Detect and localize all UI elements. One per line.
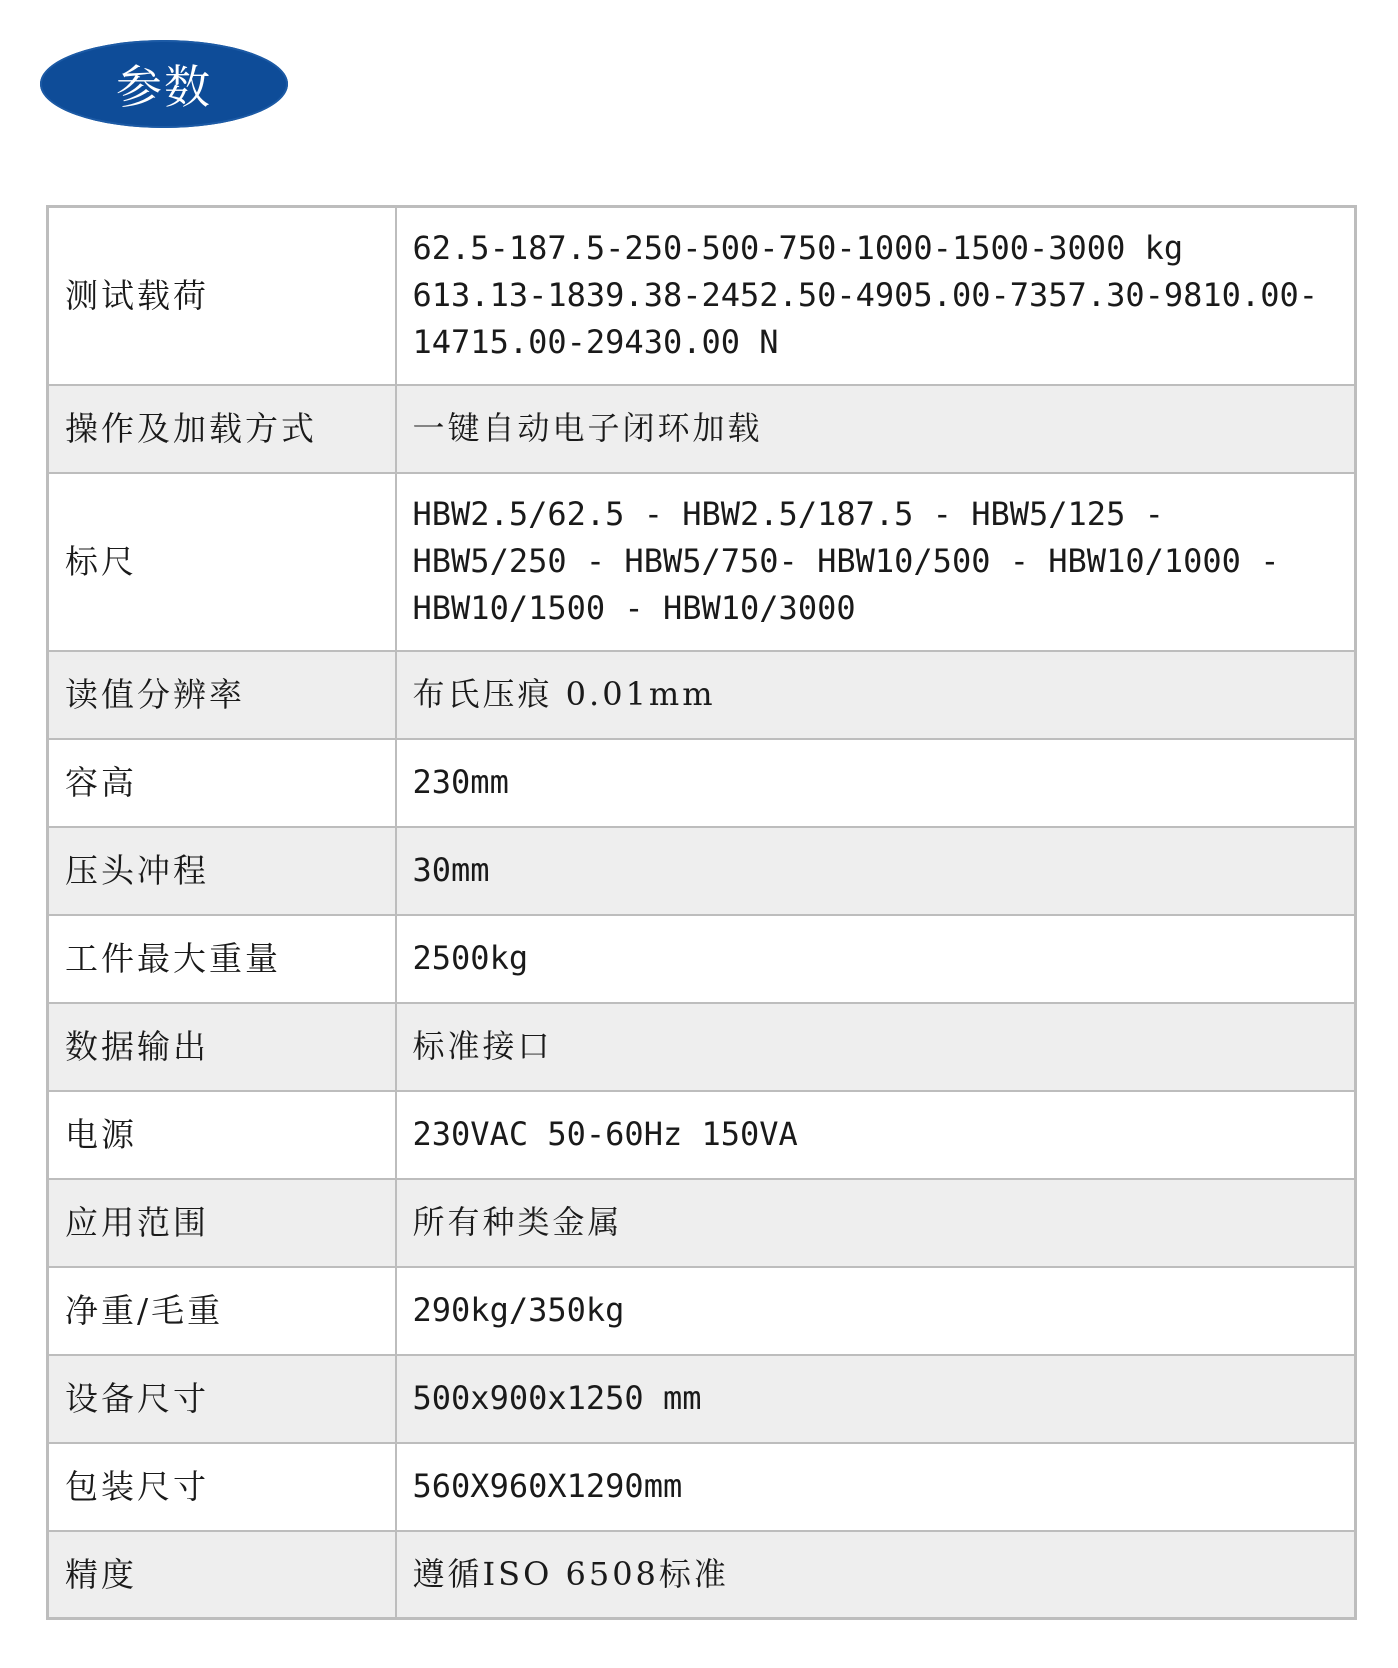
table-row <box>48 1267 1356 1355</box>
param-label: 读值分辨率 <box>48 651 396 739</box>
param-value <box>396 207 1356 385</box>
param-value: 30mm <box>396 827 1356 915</box>
param-label: 操作及加载方式 <box>48 385 396 473</box>
value-line: HBW5/250 - HBW5/750- HBW10/500 - HBW10/1000 - <box>412 542 1280 580</box>
table-row <box>48 827 1356 915</box>
param-value: 布氏压痕 0.01mm <box>396 651 1356 739</box>
table-row <box>48 1443 1356 1531</box>
param-label: 包装尺寸 <box>48 1443 396 1531</box>
param-label: 工件最大重量 <box>48 915 396 1003</box>
value-line: 62.5-187.5-250-500-750-1000-1500-3000 kg <box>412 229 1184 268</box>
table-row <box>48 1003 1356 1091</box>
param-label: 净重/毛重 <box>48 1267 396 1355</box>
param-value: 560X960X1290mm <box>396 1443 1356 1531</box>
param-value: 所有种类金属 <box>396 1179 1356 1267</box>
table-row <box>48 473 1356 651</box>
param-value: 一键自动电子闭环加载 <box>396 385 1356 473</box>
table-row <box>48 1355 1356 1443</box>
section-title-badge <box>40 40 288 128</box>
param-label: 数据输出 <box>48 1003 396 1091</box>
param-label: 电源 <box>48 1091 396 1179</box>
parameter-table <box>46 205 1357 1620</box>
param-label: 标尺 <box>48 473 396 651</box>
param-value: 标准接口 <box>396 1003 1356 1091</box>
table-row <box>48 739 1356 827</box>
value-line: HBW10/1500 - HBW10/3000 <box>412 589 856 627</box>
table-row <box>48 651 1356 739</box>
param-value: 230VAC 50-60Hz 150VA <box>396 1091 1356 1179</box>
param-label: 设备尺寸 <box>48 1355 396 1443</box>
table-row <box>48 385 1356 473</box>
section-title: 参数 <box>116 60 212 114</box>
value-line: 14715.00-29430.00 N <box>412 323 779 362</box>
param-label: 应用范围 <box>48 1179 396 1267</box>
param-value: 遵循ISO 6508标准 <box>396 1531 1356 1619</box>
param-label: 测试载荷 <box>48 207 396 385</box>
table-row <box>48 207 1356 385</box>
table-row <box>48 1179 1356 1267</box>
param-label: 容高 <box>48 739 396 827</box>
table-row <box>48 915 1356 1003</box>
param-value <box>396 473 1356 651</box>
value-line: HBW2.5/62.5 - HBW2.5/187.5 - HBW5/125 - <box>412 495 1164 533</box>
table-row <box>48 1531 1356 1619</box>
param-value: 230mm <box>396 739 1356 827</box>
param-value: 2500kg <box>396 915 1356 1003</box>
param-label: 精度 <box>48 1531 396 1619</box>
param-label: 压头冲程 <box>48 827 396 915</box>
table-row <box>48 1091 1356 1179</box>
param-value: 500x900x1250 mm <box>396 1355 1356 1443</box>
param-value: 290kg/350kg <box>396 1267 1356 1355</box>
value-line: 613.13-1839.38-2452.50-4905.00-7357.30-9810.00- <box>412 276 1318 315</box>
